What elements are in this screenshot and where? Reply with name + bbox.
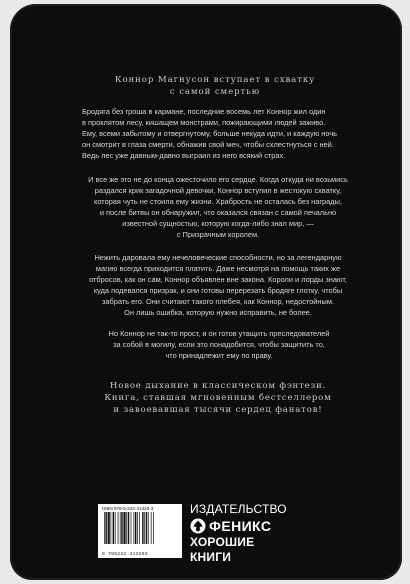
text-line: известной сущностью, которую когда-либо знал мир, — (122, 219, 314, 228)
barcode-bar (134, 512, 135, 544)
tagline (70, 74, 360, 98)
barcode-bar (104, 512, 105, 544)
promo-text (68, 380, 368, 416)
barcode-bar (153, 512, 154, 544)
barcode-bar (105, 512, 106, 544)
text-line: с Призрачным королем. (176, 230, 260, 239)
barcode-bar (151, 512, 152, 544)
text-line: куда подевался призрак, и они готовы перерезать бродяге глотку, чтобы (93, 286, 343, 295)
book-back-cover (10, 4, 402, 580)
text-line: и после битвы он обнаружил, что оказался связан с самой печально (99, 208, 337, 217)
synopsis-paragraph-1 (82, 106, 350, 161)
synopsis-paragraph-2 (68, 174, 368, 240)
text-line: И все же это не до конца ожесточило его сердце. Когда откуда ни возьмись (88, 175, 348, 184)
barcode-bar (144, 512, 145, 544)
promo-line: Новое дыхание в классическом фэнтези. (109, 381, 327, 391)
barcode-bar (137, 512, 138, 544)
barcode-bar (115, 512, 116, 544)
text-line: забрать его. Они считают такого плебея, как Коннор, недостойным. (102, 297, 334, 306)
text-line: за собой в могилу, если это понадобится, чтобы защитить то, (113, 340, 325, 349)
barcode-bar (113, 512, 114, 544)
phoenix-logo-icon (190, 518, 206, 534)
text-line: Ему, всеми забытому и отвергнутому, больше некуда идти, и каждую ночь (82, 129, 338, 138)
barcode-bar (118, 512, 119, 544)
text-line: он смотрит в глаза смерти, обнажив свой меч, чтобы схлестнуться с ней. (82, 140, 334, 149)
text-line: отбросов, как он сам, Коннор объявлен вне закона. Короли и лорды знают, (89, 275, 347, 284)
publisher-name-row (190, 517, 290, 535)
text-line: Ведь лес уже давным-давно выграил из него всякий страх. (82, 151, 286, 160)
barcode-bar (139, 512, 140, 544)
barcode-bar (142, 512, 143, 544)
tagline-line: Коннор Магнусон вступает в схватку (114, 75, 316, 85)
text-line: Бродяга без гроша в кармане, последние восемь лет Коннор жил один (82, 107, 326, 116)
barcode-bar (128, 512, 129, 544)
barcode (102, 512, 178, 550)
isbn-barcode-block (98, 504, 182, 558)
barcode-digits: 9 785222 413203 (102, 552, 148, 557)
publisher-slogan: ХОРОШИЕ КНИГИ (190, 535, 255, 564)
promo-line: и завоевавшая тысячи сердец фанатов! (113, 405, 323, 415)
barcode-bar (135, 512, 136, 544)
barcode-bar (120, 512, 121, 544)
publisher-label: ИЗДАТЕЛЬСТВО (190, 502, 287, 516)
text-line: Но Коннор не так-то прост, и он готов утащить преследователей (108, 329, 330, 338)
synopsis-paragraph-3 (70, 252, 366, 318)
barcode-bar (123, 512, 125, 544)
publisher-logo (190, 502, 290, 565)
barcode-bar (108, 512, 110, 544)
publisher-name: ФЕНИКС (209, 518, 272, 534)
text-line: раздался крик загадочной девочки, Коннор вступил в жестокую схватку, (94, 186, 342, 195)
barcode-bar (146, 512, 147, 544)
tagline-line: с самой смертью (169, 87, 261, 97)
text-line: в проклятом лесу, кишащем монстрами, пожирающими людей заживо. (82, 118, 326, 127)
text-line: что принадлежит ему по праву. (165, 351, 273, 360)
barcode-bar (110, 512, 111, 544)
barcode-bar (148, 512, 149, 544)
barcode-bar (121, 512, 122, 544)
text-line: Он лишь ошибка, которую нужно исправить, не более. (124, 308, 312, 317)
promo-line: Книга, ставшая мгновенным бестселлером (104, 393, 332, 403)
text-line: которая чуть не стоила ему жизни. Храбрость не осталась без награды, (94, 197, 342, 206)
text-line: магию всегда приходится платить. Даже несмотря на помощь таких же (95, 264, 341, 273)
text-line: Нежить даровала ему нечеловеческие способности, но за легендарную (94, 253, 342, 262)
barcode-bar (126, 512, 127, 544)
isbn-number: ISBN 978-5-222-41320-3 (102, 506, 154, 511)
barcode-bar (131, 512, 132, 544)
synopsis-paragraph-4 (74, 328, 364, 361)
